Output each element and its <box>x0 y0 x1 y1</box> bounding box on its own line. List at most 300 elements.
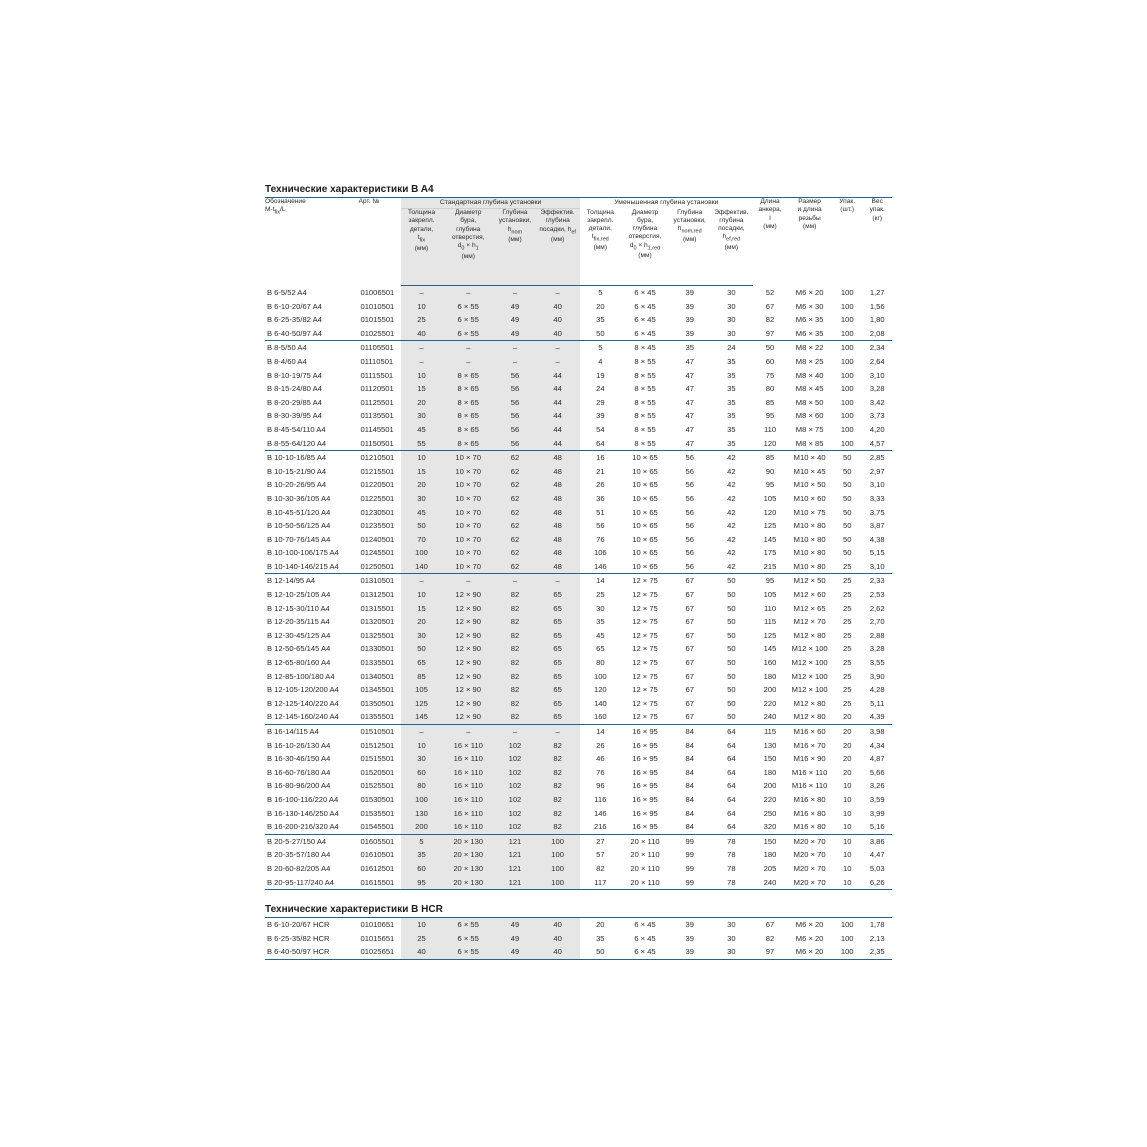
cell-red-hnom: 84 <box>685 794 694 804</box>
cell-designation: B 12-50-65/145 A4 <box>267 644 331 654</box>
cell-length: 120 <box>763 438 777 448</box>
table-row <box>265 615 892 629</box>
cell-red-hef: 42 <box>727 561 736 571</box>
cell-red-drill: 12 × 75 <box>632 671 658 681</box>
cell-red-hef: 42 <box>727 493 736 503</box>
cell-red-drill: 12 × 75 <box>632 685 658 695</box>
cell-red-drill: 16 × 95 <box>632 740 658 750</box>
cell-red-drill: 10 × 65 <box>632 561 658 571</box>
cell-red-hef: 24 <box>710 341 753 355</box>
cell-pack: 10 <box>842 863 852 873</box>
cell-red-tfix: 26 <box>596 480 605 490</box>
cell-red-hnom: 67 <box>685 590 694 600</box>
cell-std-hnom: 82 <box>495 710 536 724</box>
cell-thread: M10 × 45 <box>793 466 826 476</box>
cell-std-hef: 44 <box>535 423 580 437</box>
cell-std-drill: 20 × 130 <box>442 834 495 848</box>
cell-designation: B 16-10-26/130 A4 <box>267 740 331 750</box>
cell-std-drill: 12 × 90 <box>442 683 495 697</box>
cell-std-hef: 82 <box>535 766 580 780</box>
cell-std-tfix: 15 <box>401 465 442 479</box>
cell-red-hnom: 84 <box>685 822 694 832</box>
cell-std-tfix: – <box>401 725 442 739</box>
cell-red-tfix: 26 <box>596 740 605 750</box>
cell-thread: M12 × 80 <box>793 698 826 708</box>
cell-length: 105 <box>763 590 777 600</box>
cell-weight: 2,85 <box>862 451 892 465</box>
cell-std-hef: 65 <box>535 602 580 616</box>
cell-red-hnom: 35 <box>669 341 710 355</box>
cell-art: 01515501 <box>360 754 395 764</box>
cell-red-drill: 10 × 65 <box>632 548 658 558</box>
cell-red-tfix: 35 <box>596 933 605 943</box>
cell-red-hef: 35 <box>727 397 736 407</box>
cell-thread: M6 × 35 <box>795 328 824 338</box>
cell-red-tfix: 96 <box>596 781 605 791</box>
cell-thread: M8 × 50 <box>795 397 824 407</box>
cell-thread: M12 × 100 <box>791 671 828 681</box>
cell-art: 01240501 <box>360 534 395 544</box>
cell-thread: M6 × 30 <box>795 301 824 311</box>
cell-designation: B 10-70-76/145 A4 <box>267 534 331 544</box>
cell-weight: 2,53 <box>869 590 885 600</box>
cell-red-drill: 12 × 75 <box>632 590 658 600</box>
cell-art: 01355501 <box>360 712 395 722</box>
cell-std-tfix: 10 <box>401 588 442 602</box>
cell-red-hnom: 67 <box>685 617 694 627</box>
cell-red-hnom: 47 <box>685 411 694 421</box>
cell-length: 180 <box>763 671 777 681</box>
cell-std-hef: – <box>535 574 580 588</box>
cell-std-tfix: 55 <box>401 437 442 451</box>
cell-weight: 1,27 <box>869 287 885 297</box>
cell-weight: 3,10 <box>869 561 885 571</box>
cell-thread: M8 × 25 <box>795 356 824 366</box>
col-red-hnom: Глубина установки, $h_{nom,red}$ (мм) <box>669 209 710 286</box>
cell-red-hnom: 39 <box>685 328 694 338</box>
table-row <box>265 932 892 946</box>
cell-weight: 3,55 <box>869 658 885 668</box>
cell-thread: M6 × 20 <box>787 945 832 959</box>
table-row <box>265 807 892 821</box>
cell-designation: B 10-45-51/120 A4 <box>267 507 331 517</box>
cell-weight: 2,34 <box>862 341 892 355</box>
cell-red-drill: 12 × 75 <box>621 574 670 588</box>
cell-designation: B 16-80-96/200 A4 <box>267 781 331 791</box>
cell-std-hnom: 56 <box>495 396 536 410</box>
cell-red-drill: 6 × 45 <box>634 315 656 325</box>
cell-designation: B 8-10-19/75 A4 <box>267 370 322 380</box>
cell-std-hef: 48 <box>535 478 580 492</box>
cell-std-hnom: 82 <box>495 629 536 643</box>
cell-red-hef: 30 <box>727 920 736 930</box>
table-row <box>265 492 892 506</box>
cell-length: 97 <box>765 328 775 338</box>
cell-art: 01110501 <box>360 356 394 366</box>
cell-std-tfix: 30 <box>401 629 442 643</box>
cell-red-tfix: 80 <box>596 658 605 668</box>
cell-red-tfix: 146 <box>593 808 607 818</box>
table-row <box>265 918 892 932</box>
cell-std-tfix: 40 <box>401 945 442 959</box>
cell-red-drill: 6 × 45 <box>634 328 656 338</box>
table-row <box>265 355 892 369</box>
cell-red-drill: 10 × 65 <box>632 521 658 531</box>
cell-std-tfix: 130 <box>401 807 442 821</box>
cell-red-tfix: 35 <box>596 617 605 627</box>
cell-std-hef: 48 <box>535 451 580 465</box>
cell-length: 150 <box>763 754 777 764</box>
cell-art: 01310501 <box>358 574 401 588</box>
cell-pack: 50 <box>842 548 852 558</box>
cell-weight: 5,15 <box>869 548 885 558</box>
cell-red-tfix: 57 <box>596 850 605 860</box>
cell-std-hef: 82 <box>535 820 580 834</box>
cell-art: 01320501 <box>360 617 395 627</box>
cell-weight: 3,59 <box>869 794 885 804</box>
table-row <box>265 588 892 602</box>
cell-weight: 4,39 <box>869 712 885 722</box>
cell-designation: B 8-45-54/110 A4 <box>267 424 326 434</box>
cell-red-tfix: 120 <box>593 685 607 695</box>
cell-red-hef: 64 <box>727 781 736 791</box>
cell-designation: B 12-20-35/115 A4 <box>267 617 330 627</box>
cell-std-hef: 44 <box>535 382 580 396</box>
cell-length: 115 <box>763 617 777 627</box>
cell-designation: B 10-15-21/90 A4 <box>267 466 327 476</box>
cell-thread: M10 × 80 <box>793 534 826 544</box>
cell-red-drill: 20 × 110 <box>621 834 670 848</box>
cell-red-drill: 10 × 65 <box>632 507 658 517</box>
cell-thread: M10 × 60 <box>793 493 826 503</box>
cell-std-tfix: – <box>401 355 442 369</box>
cell-std-drill: 10 × 70 <box>442 465 495 479</box>
cell-pack: 100 <box>840 301 854 311</box>
cell-designation: B 6-10-20/67 A4 <box>267 301 322 311</box>
cell-art: 01250501 <box>360 561 395 571</box>
cell-art: 01010651 <box>360 920 395 930</box>
cell-thread: M8 × 75 <box>795 424 824 434</box>
cell-art: 01520501 <box>360 767 395 777</box>
cell-red-drill: 6 × 45 <box>634 920 656 930</box>
cell-red-drill: 10 × 65 <box>632 466 658 476</box>
cell-red-hnom: 47 <box>685 424 694 434</box>
cell-std-tfix: 45 <box>401 423 442 437</box>
cell-length: 240 <box>763 712 777 722</box>
cell-red-hnom: 84 <box>685 808 694 818</box>
cell-art: 01612501 <box>360 863 395 873</box>
table-row <box>265 793 892 807</box>
cell-std-tfix: 50 <box>401 642 442 656</box>
cell-red-drill: 16 × 95 <box>632 754 658 764</box>
cell-std-tfix: 15 <box>401 382 442 396</box>
cell-red-hef: 35 <box>727 411 736 421</box>
cell-red-hef: 42 <box>727 521 736 531</box>
cell-art: 01545501 <box>360 822 395 832</box>
table-row <box>265 848 892 862</box>
cell-designation: B 12-15-30/110 A4 <box>267 603 330 613</box>
cell-red-tfix: 46 <box>596 754 605 764</box>
cell-pack: 100 <box>840 920 854 930</box>
cell-art: 01312501 <box>360 590 395 600</box>
cell-red-hnom: 47 <box>685 356 694 366</box>
cell-designation: B 12-145-160/240 A4 <box>267 712 339 722</box>
cell-std-tfix: 80 <box>401 779 442 793</box>
cell-std-hef: 65 <box>535 588 580 602</box>
cell-std-hef: 44 <box>535 409 580 423</box>
cell-length: 180 <box>763 767 777 777</box>
cell-red-drill: 10 × 65 <box>632 480 658 490</box>
cell-thread: M6 × 20 <box>795 920 824 930</box>
cell-red-tfix: 5 <box>598 288 603 297</box>
cell-red-hnom: 56 <box>685 507 694 517</box>
cell-red-hef: 35 <box>727 424 736 434</box>
cell-thread: M12 × 100 <box>791 644 828 654</box>
cell-std-tfix: 20 <box>401 615 442 629</box>
cell-designation: B 20-60-82/205 A4 <box>267 863 331 873</box>
cell-pack: 20 <box>832 725 862 739</box>
cell-pack: 25 <box>832 574 862 588</box>
cell-red-hef: 64 <box>727 794 736 804</box>
cell-length: 60 <box>765 356 775 366</box>
cell-red-tfix: 19 <box>596 370 605 380</box>
cell-pack: 10 <box>842 808 852 818</box>
cell-art: 01150501 <box>360 438 394 448</box>
cell-thread: M16 × 80 <box>793 822 826 832</box>
cell-weight: 4,20 <box>869 424 885 434</box>
cell-designation: B 8-30-39/95 A4 <box>267 411 322 421</box>
cell-length: 85 <box>765 397 775 407</box>
cell-std-hef: 65 <box>535 656 580 670</box>
cell-designation: B 8-4/60 A4 <box>267 356 307 366</box>
table-row <box>265 519 892 533</box>
cell-red-hef: 50 <box>727 698 736 708</box>
cell-pack: 100 <box>840 397 854 407</box>
cell-std-drill: 20 × 130 <box>442 862 495 876</box>
cell-red-hnom: 39 <box>685 301 694 311</box>
table-row <box>265 341 892 355</box>
cell-std-hef: 82 <box>535 752 580 766</box>
cell-red-hnom: 47 <box>685 397 694 407</box>
cell-pack: 50 <box>842 507 852 517</box>
cell-art: 01225501 <box>360 493 395 503</box>
cell-length: 125 <box>763 521 777 531</box>
cell-art: 01145501 <box>360 424 394 434</box>
cell-thread: M16 × 60 <box>787 725 832 739</box>
table-row <box>265 423 892 437</box>
cell-red-tfix: 39 <box>596 411 605 421</box>
cell-weight: 2,33 <box>862 574 892 588</box>
cell-std-tfix: – <box>401 574 442 588</box>
cell-red-drill: 20 × 110 <box>630 850 660 860</box>
cell-red-tfix: 160 <box>593 712 607 722</box>
cell-std-drill: 6 × 55 <box>442 918 495 932</box>
table-header <box>265 198 892 286</box>
cell-red-drill: 16 × 95 <box>632 808 658 818</box>
cell-red-hnom: 99 <box>669 876 710 890</box>
cell-std-hnom: – <box>495 725 536 739</box>
cell-art: 01120501 <box>360 384 394 394</box>
cell-std-hnom: 121 <box>495 862 536 876</box>
cell-weight: 3,42 <box>869 397 885 407</box>
cell-red-hef: 42 <box>727 534 736 544</box>
cell-std-hnom: 102 <box>495 793 536 807</box>
cell-designation: B 16-30-46/150 A4 <box>267 754 331 764</box>
cell-std-hnom: 62 <box>495 451 536 465</box>
table-row <box>265 710 892 724</box>
cell-pack: 10 <box>842 781 852 791</box>
cell-red-hnom: 47 <box>685 384 694 394</box>
cell-pack: 25 <box>842 685 852 695</box>
cell-length: 105 <box>763 493 777 503</box>
cell-art: 01245501 <box>360 548 395 558</box>
cell-red-drill: 8 × 55 <box>634 438 656 448</box>
cell-designation: B 16-200-216/320 A4 <box>267 822 339 832</box>
table-row <box>265 656 892 670</box>
cell-thread: M20 × 70 <box>787 834 832 848</box>
cell-red-hnom: 56 <box>685 493 694 503</box>
cell-std-hnom: 102 <box>495 807 536 821</box>
cell-std-hnom: 56 <box>495 409 536 423</box>
cell-red-hnom: 67 <box>685 671 694 681</box>
section-title-a4: Технические характеристики B A4 <box>265 183 892 198</box>
cell-std-hnom: 121 <box>495 876 536 890</box>
cell-art: 01610501 <box>360 850 395 860</box>
cell-std-hnom: 49 <box>495 945 536 959</box>
cell-art: 01135501 <box>360 411 394 421</box>
cell-art: 01230501 <box>360 507 395 517</box>
cell-red-drill: 6 × 45 <box>621 945 670 959</box>
cell-red-hnom: 99 <box>685 850 694 860</box>
cell-art: 01535501 <box>360 808 395 818</box>
cell-length: 85 <box>753 451 788 465</box>
cell-std-tfix: 30 <box>401 492 442 506</box>
cell-red-hnom: 67 <box>685 712 694 722</box>
cell-red-tfix: 146 <box>593 561 607 571</box>
cell-thread: M16 × 70 <box>793 740 826 750</box>
cell-std-hef: 65 <box>535 697 580 711</box>
cell-art: 01025501 <box>360 328 395 338</box>
cell-std-tfix: 10 <box>401 300 442 314</box>
cell-weight: 4,28 <box>869 685 885 695</box>
cell-std-hef: 48 <box>535 519 580 533</box>
cell-std-hnom: 62 <box>495 560 536 574</box>
cell-thread: M10 × 80 <box>793 548 826 558</box>
cell-red-hnom: 56 <box>685 466 694 476</box>
cell-std-hnom: 62 <box>495 546 536 560</box>
cell-std-drill: 8 × 65 <box>442 382 495 396</box>
cell-red-drill: 8 × 55 <box>634 370 656 380</box>
cell-std-drill: 10 × 70 <box>442 492 495 506</box>
cell-thread: M8 × 60 <box>795 411 824 421</box>
table-row <box>265 725 892 739</box>
cell-weight: 1,80 <box>869 315 885 325</box>
cell-length: 250 <box>763 808 777 818</box>
cell-designation: B 20-95-117/240 A4 <box>265 876 358 890</box>
cell-red-hef: 78 <box>727 863 736 873</box>
table-row <box>265 697 892 711</box>
cell-length: 82 <box>765 933 775 943</box>
cell-red-tfix: 16 <box>580 451 621 465</box>
table-row <box>265 327 892 341</box>
cell-std-hef: 82 <box>535 793 580 807</box>
cell-red-drill: 8 × 55 <box>634 397 656 407</box>
cell-red-hef: 30 <box>727 933 736 943</box>
cell-std-hnom: 102 <box>495 752 536 766</box>
cell-pack: 100 <box>840 287 854 297</box>
table-row <box>265 739 892 753</box>
cell-std-hef: 48 <box>535 546 580 560</box>
cell-designation: B 16-60-76/180 A4 <box>267 767 331 777</box>
cell-pack: 25 <box>842 644 852 654</box>
cell-red-hef: 50 <box>727 658 736 668</box>
cell-red-drill: 16 × 95 <box>632 822 658 832</box>
cell-red-drill: 12 × 75 <box>632 603 658 613</box>
cell-std-hnom: 56 <box>495 369 536 383</box>
cell-weight: 2,62 <box>869 603 885 613</box>
cell-weight: 5,03 <box>869 863 885 873</box>
cell-weight: 5,11 <box>870 698 885 708</box>
cell-weight: 6,26 <box>862 876 892 890</box>
cell-pack: 10 <box>842 850 852 860</box>
cell-red-hef: 50 <box>727 644 736 654</box>
table-row <box>265 834 892 848</box>
cell-std-hnom: 102 <box>495 779 536 793</box>
cell-red-drill: 12 × 75 <box>632 658 658 668</box>
cell-std-hef: 40 <box>535 300 580 314</box>
cell-red-tfix: 140 <box>593 698 607 708</box>
cell-art: 01530501 <box>360 794 395 804</box>
cell-red-drill: 16 × 95 <box>632 781 658 791</box>
cell-std-tfix: 200 <box>401 820 442 834</box>
cell-std-drill: 12 × 90 <box>442 710 495 724</box>
cell-pack: 50 <box>842 493 852 503</box>
cell-length: 180 <box>763 850 777 860</box>
cell-std-tfix: 5 <box>401 834 442 848</box>
table-row <box>265 396 892 410</box>
cell-red-hef: 35 <box>727 384 736 394</box>
cell-std-hnom: 56 <box>495 382 536 396</box>
cell-std-drill: 16 × 110 <box>442 779 495 793</box>
cell-std-hef: 100 <box>535 834 580 848</box>
cell-red-hnom: 67 <box>685 698 694 708</box>
cell-art: 01615501 <box>358 876 401 890</box>
cell-red-hef: 78 <box>710 876 753 890</box>
cell-weight: 1,56 <box>869 301 885 311</box>
cell-thread: M8 × 22 <box>787 341 832 355</box>
spec-table-a4 <box>265 198 892 890</box>
cell-std-hnom: 121 <box>495 848 536 862</box>
cell-std-hef: 82 <box>535 779 580 793</box>
cell-std-drill: 16 × 110 <box>442 752 495 766</box>
cell-std-tfix: 25 <box>401 932 442 946</box>
cell-length: 160 <box>763 658 777 668</box>
cell-length: 67 <box>765 920 775 930</box>
cell-std-hef: 65 <box>535 629 580 643</box>
cell-red-drill: 6 × 45 <box>634 301 656 311</box>
cell-pack: 25 <box>842 698 852 708</box>
cell-std-drill: 16 × 110 <box>442 793 495 807</box>
cell-red-tfix: 4 <box>598 356 603 366</box>
cell-art: 01510501 <box>358 725 401 739</box>
col-art: Арт. № <box>358 198 380 205</box>
cell-pack: 20 <box>842 767 852 777</box>
cell-thread: M10 × 80 <box>793 561 826 571</box>
cell-std-hnom: – <box>495 341 536 355</box>
cell-designation: B 10-20-26/95 A4 <box>267 480 327 490</box>
cell-std-drill: 10 × 70 <box>442 506 495 520</box>
cell-thread: M12 × 80 <box>793 630 826 640</box>
